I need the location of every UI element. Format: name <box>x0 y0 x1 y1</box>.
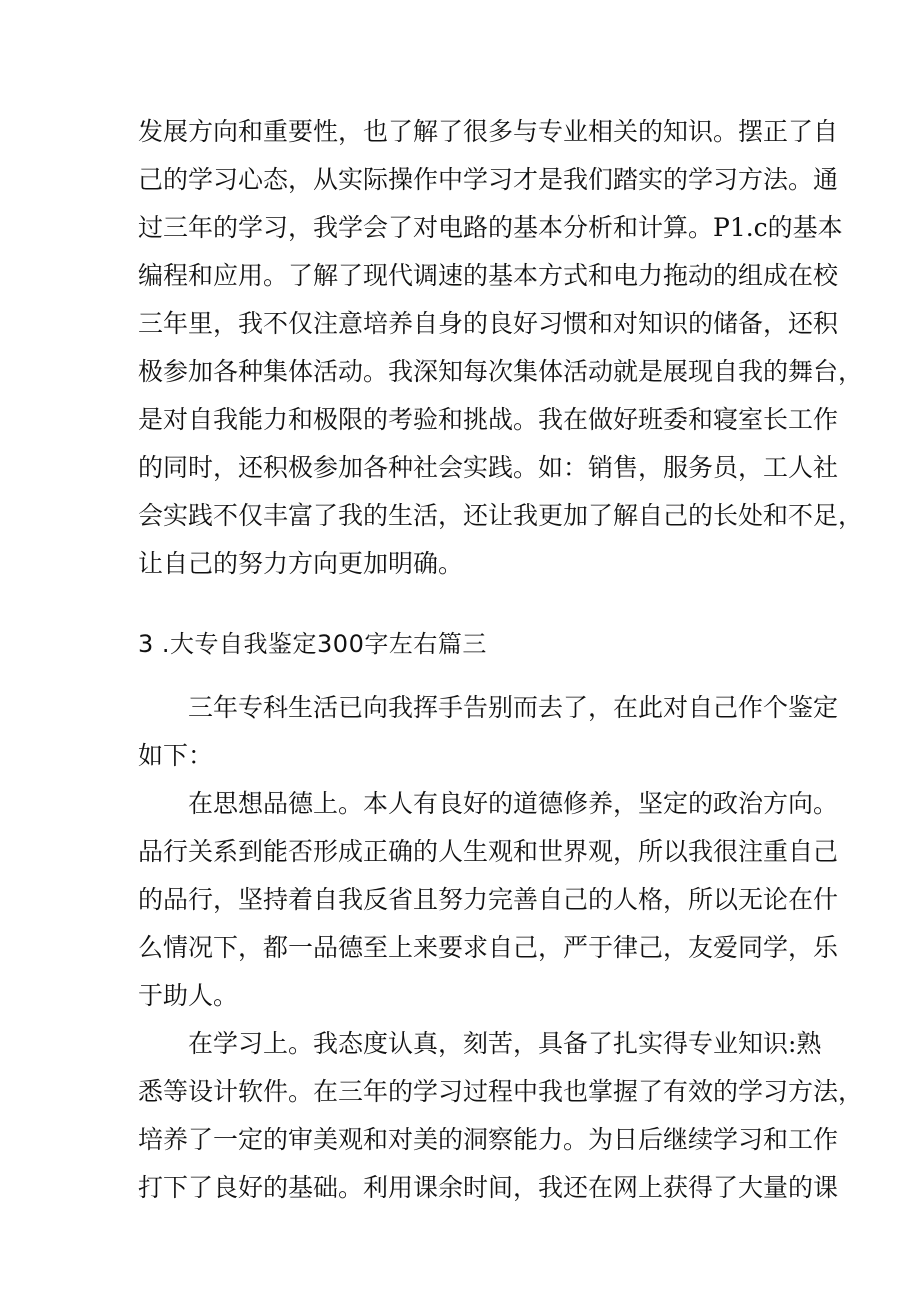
paragraph-line: 的同时，还积极参加各种社会实践。如：销售，服务员，工人社 <box>138 453 839 482</box>
paragraph-line: 让自己的努力方向更加明确。 <box>138 549 464 578</box>
paragraph-line: 是对自我能力和极限的考验和挑战。我在做好班委和寝室长工作 <box>138 405 839 434</box>
paragraph-line: 三年里，我不仅注意培养自身的良好习惯和对知识的储备，还积 <box>138 309 839 338</box>
paragraph-line: 三年专科生活已向我挥手告别而去了，在此对自己作个鉴定 <box>188 693 839 722</box>
paragraph-line: 过三年的学习，我学会了对电路的基本分析和计算。P1.c的基本 <box>138 213 843 242</box>
paragraph-line: 打下了良好的基础。利用课余时间，我还在网上获得了大量的课 <box>138 1173 839 1202</box>
paragraph-line: 悉等设计软件。在三年的学习过程中我也掌握了有效的学习方法， <box>138 1077 864 1106</box>
paragraph-line: 如下： <box>138 741 214 770</box>
paragraph-line: 极参加各种集体活动。我深知每次集体活动就是展现自我的舞台， <box>138 357 864 386</box>
paragraph-line: 会实践不仅丰富了我的生活，还让我更加了解自己的长处和不足， <box>138 501 864 530</box>
paragraph-line: 培养了一定的审美观和对美的洞察能力。为日后继续学习和工作 <box>138 1125 839 1154</box>
paragraph-line: 的品行，坚持着自我反省且努力完善自己的人格，所以无论在什 <box>138 885 839 914</box>
paragraph-line: 在思想品德上。本人有良好的道德修养，坚定的政治方向。 <box>188 789 839 818</box>
paragraph-line: 于助人。 <box>138 981 239 1010</box>
paragraph-line: 品行关系到能否形成正确的人生观和世界观，所以我很注重自己 <box>138 837 839 866</box>
paragraph-line: 己的学习心态，从实际操作中学习才是我们踏实的学习方法。通 <box>138 165 839 194</box>
section-heading: 3 .大专自我鉴定300字左右篇三 <box>138 630 487 658</box>
paragraph-line: 在学习上。我态度认真，刻苦，具备了扎实得专业知识:熟 <box>188 1029 822 1058</box>
paragraph-line: 编程和应用。了解了现代调速的基本方式和电力拖动的组成在校 <box>138 261 839 290</box>
paragraph-line: 发展方向和重要性，也了解了很多与专业相关的知识。摆正了自 <box>138 117 839 146</box>
paragraph-line: 么情况下，都一品德至上来要求自己，严于律己，友爱同学，乐 <box>138 933 839 962</box>
